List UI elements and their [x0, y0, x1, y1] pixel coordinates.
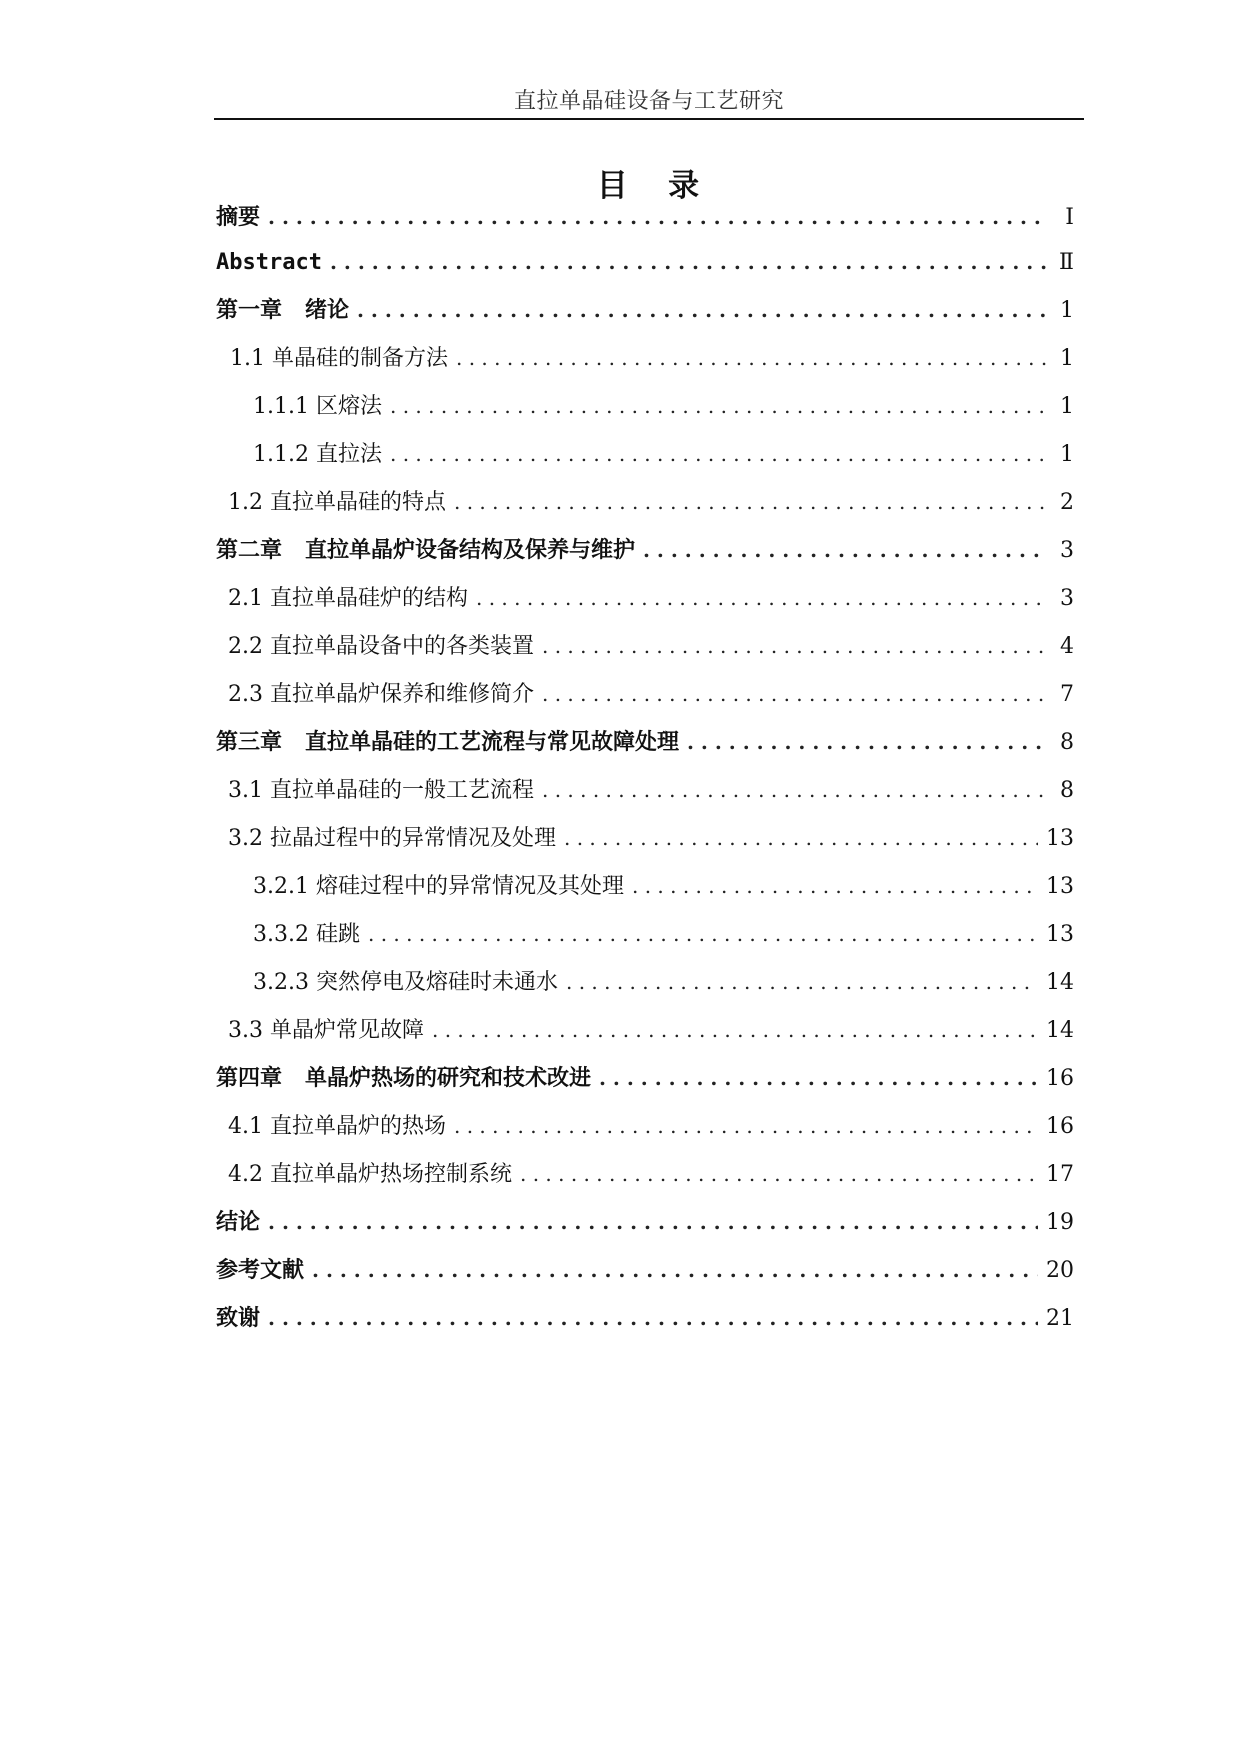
toc-entry-page: 3: [1060, 586, 1074, 611]
toc-leader-dots: [268, 200, 1046, 234]
toc-leader-dots: [268, 1301, 1038, 1335]
toc-entry-text: 第二章 直拉单晶炉设备结构及保养与维护: [216, 537, 635, 563]
toc-entry-section-4-2[interactable]: [228, 1157, 1074, 1191]
toc-entry-page: 7: [1060, 682, 1074, 707]
toc-entry-page: 1: [1060, 394, 1074, 419]
toc-leader-dots: [599, 1061, 1038, 1095]
toc-entry-page: Ⅱ: [1059, 250, 1074, 275]
toc-entry-text: 3.1 直拉单晶硅的一般工艺流程: [228, 778, 534, 803]
toc-entry-chapter-4[interactable]: [216, 1061, 1074, 1095]
toc-entry-chapter-2[interactable]: [216, 533, 1074, 567]
toc-leader-dots: [268, 1205, 1038, 1239]
toc-entry-text: 3.2.1 熔硅过程中的异常情况及其处理: [253, 874, 624, 899]
toc-entry-text: 第三章 直拉单晶硅的工艺流程与常见故障处理: [216, 729, 679, 755]
toc-entry-text: 2.2 直拉单晶设备中的各类装置: [228, 634, 534, 659]
toc-entry-section-1-2[interactable]: [228, 485, 1074, 519]
toc-entry-page: 13: [1046, 922, 1074, 947]
toc-entry-page: 13: [1046, 826, 1074, 851]
toc-entry-text: 2.1 直拉单晶硅炉的结构: [228, 586, 468, 611]
toc-entry-text: 摘要: [216, 204, 261, 230]
toc-entry-text: 3.2 拉晶过程中的异常情况及处理: [228, 826, 556, 851]
toc-entry-section-2-3[interactable]: [228, 677, 1074, 711]
toc-entry-subsection-3-3-2[interactable]: [253, 917, 1074, 951]
toc-leader-dots: [432, 1013, 1038, 1047]
toc-leader-dots: [687, 725, 1046, 759]
toc-entry-text: 1.1 单晶硅的制备方法: [230, 346, 448, 371]
toc-entry-text: 4.2 直拉单晶炉热场控制系统: [228, 1162, 512, 1187]
toc-leader-dots: [566, 965, 1038, 999]
toc-leader-dots: [456, 341, 1046, 375]
toc-entry-section-3-1[interactable]: [228, 773, 1074, 807]
toc-entry-text: 1.2 直拉单晶硅的特点: [228, 490, 446, 515]
toc-leader-dots: [454, 485, 1046, 519]
toc-leader-dots: [520, 1157, 1038, 1191]
toc-entry-section-3-3[interactable]: [228, 1013, 1074, 1047]
toc-leader-dots: [330, 245, 1046, 279]
toc-leader-dots: [476, 581, 1046, 615]
toc-entry-text: 1.1.1 区熔法: [253, 394, 382, 419]
toc-leader-dots: [357, 293, 1046, 327]
toc-entry-page: 21: [1046, 1306, 1074, 1331]
toc-entry-section-1-1[interactable]: [230, 341, 1074, 375]
toc-leader-dots: [542, 629, 1046, 663]
toc-entry-page: 4: [1060, 634, 1074, 659]
toc-entry-page: 1: [1060, 298, 1074, 323]
toc-entry-text: 1.1.2 直拉法: [253, 442, 382, 467]
toc-entry-abstract-en[interactable]: [216, 245, 1074, 279]
toc-entry-page: 1: [1060, 346, 1074, 371]
toc-entry-text: 3.3 单晶炉常见故障: [228, 1018, 424, 1043]
toc-leader-dots: [542, 773, 1046, 807]
toc-entry-text: 2.3 直拉单晶炉保养和维修简介: [228, 682, 534, 707]
toc-entry-section-2-1[interactable]: [228, 581, 1074, 615]
toc-entry-text: Abstract: [216, 250, 322, 275]
toc-entry-page: 3: [1060, 538, 1074, 563]
toc-entry-text: 参考文献: [216, 1257, 305, 1283]
toc-entry-text: 第四章 单晶炉热场的研究和技术改进: [216, 1065, 591, 1091]
toc-leader-dots: [454, 1109, 1038, 1143]
toc-leader-dots: [368, 917, 1038, 951]
toc-entry-page: 13: [1046, 874, 1074, 899]
toc-entry-subsection-3-2-3[interactable]: [253, 965, 1074, 999]
toc-entry-text: 4.1 直拉单晶炉的热场: [228, 1114, 446, 1139]
toc-entry-page: 8: [1060, 778, 1074, 803]
toc-entry-page: 17: [1046, 1162, 1074, 1187]
toc-entry-conclusion[interactable]: [216, 1205, 1074, 1239]
toc-leader-dots: [542, 677, 1046, 711]
toc-leader-dots: [390, 437, 1046, 471]
toc-leader-dots: [564, 821, 1038, 855]
toc-entry-subsection-1-1-1[interactable]: [253, 389, 1074, 423]
toc-entry-page: 19: [1046, 1210, 1074, 1235]
toc-leader-dots: [390, 389, 1046, 423]
toc-entry-page: 16: [1046, 1114, 1074, 1139]
toc-entry-page: 1: [1060, 442, 1074, 467]
toc-entry-page: 8: [1060, 730, 1074, 755]
toc-entry-text: 第一章 绪论: [216, 297, 349, 323]
toc-entry-text: 结论: [216, 1209, 261, 1235]
toc-entry-page: 14: [1046, 1018, 1074, 1043]
toc-leader-dots: [632, 869, 1038, 903]
toc-entry-page: 14: [1046, 970, 1074, 995]
toc-entry-text: 3.3.2 硅跳: [253, 922, 360, 947]
toc-entry-acknowledgements[interactable]: [216, 1301, 1074, 1335]
toc-entry-section-2-2[interactable]: [228, 629, 1074, 663]
toc-entry-text: 致谢: [216, 1305, 261, 1331]
toc-entry-text: 3.2.3 突然停电及熔硅时未通水: [253, 970, 558, 995]
toc-leader-dots: [312, 1253, 1038, 1287]
toc-leader-dots: [643, 533, 1046, 567]
toc-entry-abstract-cn[interactable]: [216, 200, 1074, 234]
toc-entry-page: 2: [1060, 490, 1074, 515]
toc-entry-chapter-3[interactable]: [216, 725, 1074, 759]
toc-entry-chapter-1[interactable]: [216, 293, 1074, 327]
toc-entry-subsection-1-1-2[interactable]: [253, 437, 1074, 471]
toc-title: 目 录: [596, 168, 702, 204]
toc-entry-section-4-1[interactable]: [228, 1109, 1074, 1143]
toc-entry-section-3-2[interactable]: [228, 821, 1074, 855]
toc-entry-subsection-3-2-1[interactable]: [253, 869, 1074, 903]
toc-entry-page: 16: [1046, 1066, 1074, 1091]
toc-entry-references[interactable]: [216, 1253, 1074, 1287]
running-header-title: 直拉单晶硅设备与工艺研究: [513, 89, 784, 114]
toc-entry-page: 20: [1046, 1258, 1074, 1283]
toc-entry-page: Ⅰ: [1065, 205, 1074, 230]
